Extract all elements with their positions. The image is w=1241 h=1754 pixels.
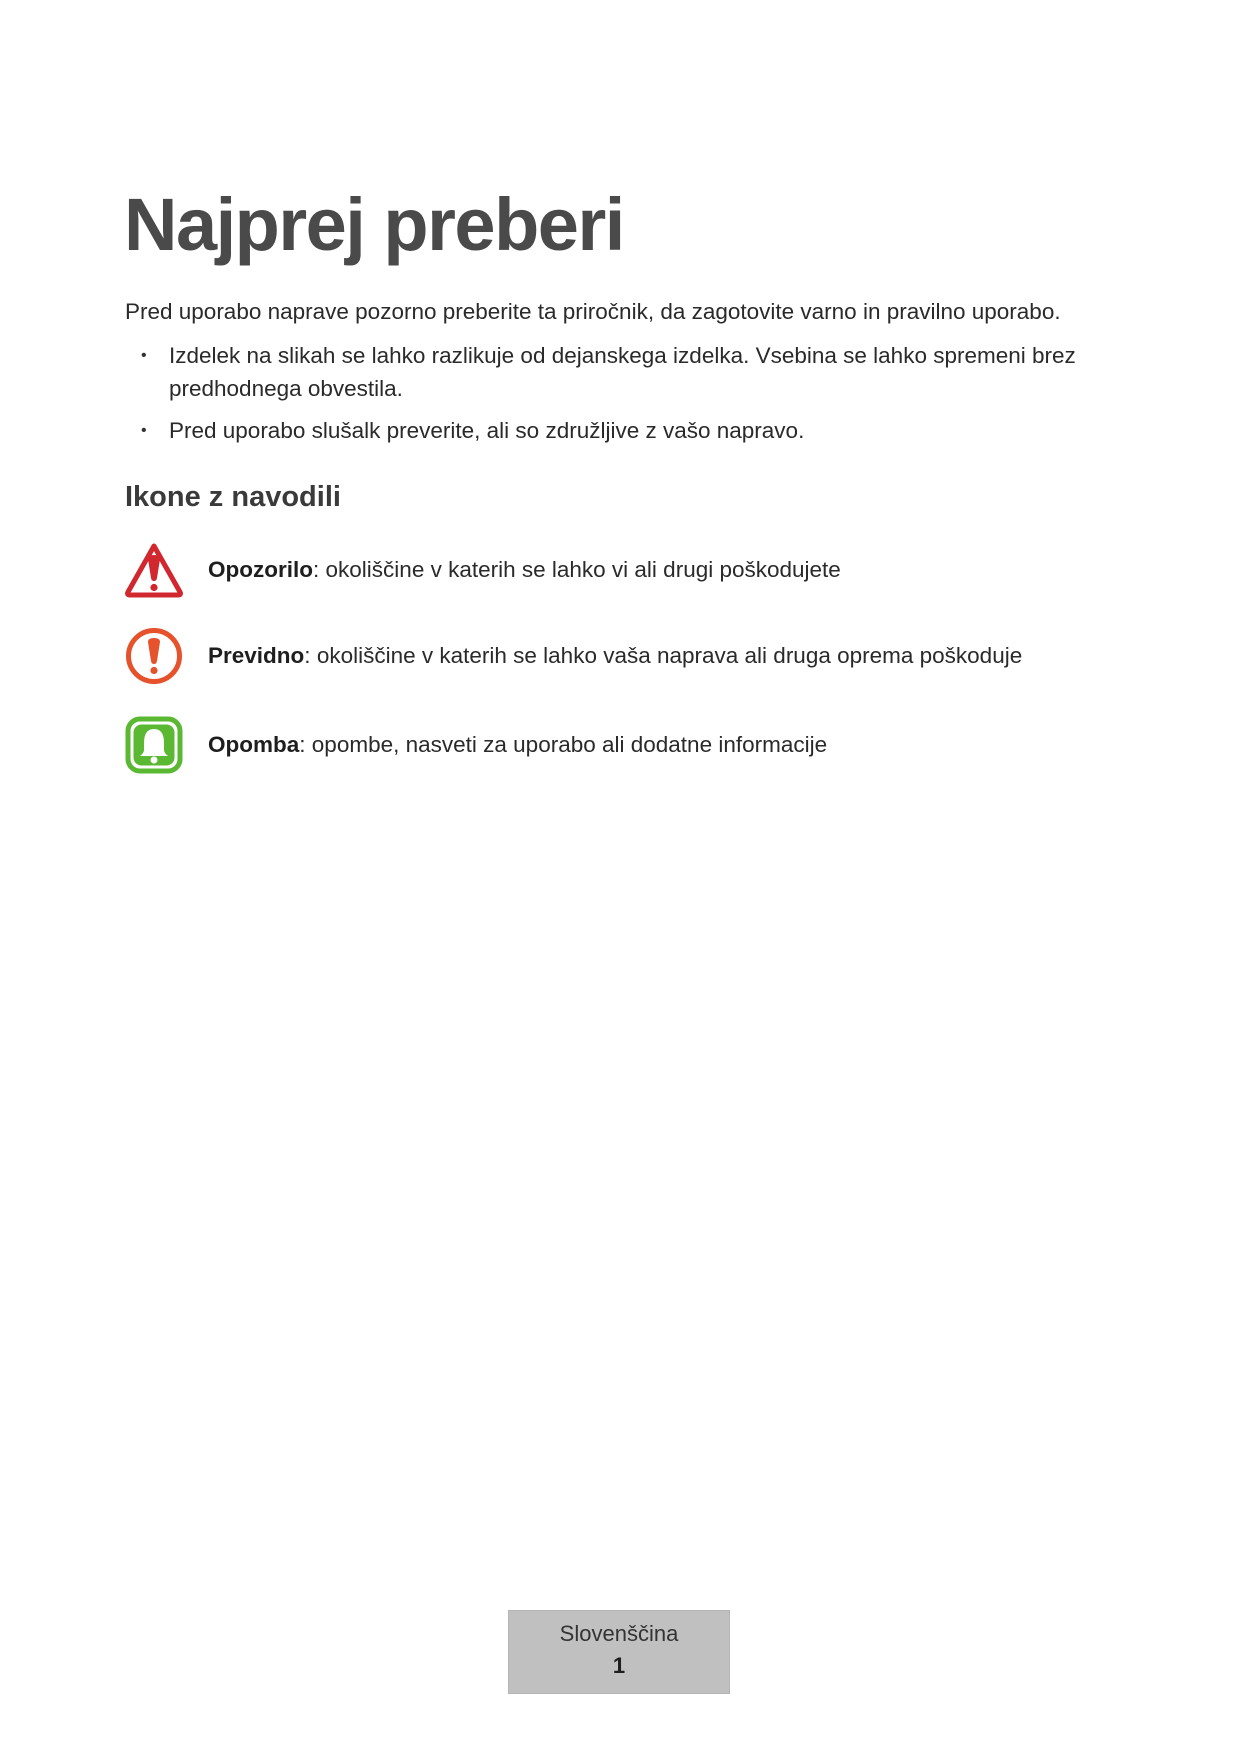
warning-triangle-icon bbox=[124, 540, 184, 600]
note-text: opombe, nasveti za uporabo ali dodatne informacije bbox=[311, 732, 828, 757]
warning-separator: : bbox=[313, 557, 320, 582]
caution-term: Previdno bbox=[208, 643, 305, 668]
bullet-text: Izdelek na slikah se lahko razlikuje od dejanskega izdelka. Vsebina se lahko spremeni brez predhodnega obvestila. bbox=[169, 343, 1076, 401]
page-footer bbox=[508, 1610, 730, 1694]
caution-separator: : bbox=[304, 643, 311, 668]
bullet-dot: • bbox=[141, 422, 147, 439]
note-term: Opomba bbox=[208, 732, 300, 757]
list-item bbox=[125, 414, 1085, 447]
intro-paragraph: Pred uporabo naprave pozorno preberite ta priročnik, da zagotovite varno in pravilno uporabo. bbox=[125, 299, 1061, 324]
warning-term: Opozorilo bbox=[208, 557, 313, 582]
page-title: Najprej preberi bbox=[124, 183, 624, 266]
bullet-text: Pred uporabo slušalk preverite, ali so združljive z vašo napravo. bbox=[169, 418, 805, 443]
section-heading: Ikone z navodili bbox=[125, 481, 341, 513]
caution-circle-icon bbox=[124, 626, 184, 686]
list-item bbox=[125, 339, 1085, 405]
bullet-dot: • bbox=[141, 347, 147, 364]
bullet-list bbox=[125, 339, 1085, 456]
caution-text: okoliščine v katerih se lahko vaša naprava ali druga oprema poškoduje bbox=[316, 643, 1023, 668]
note-separator: : bbox=[299, 732, 306, 757]
footer-language: Slovenščina bbox=[559, 1621, 679, 1646]
warning-text: okoliščine v katerih se lahko vi ali drugi poškodujete bbox=[325, 557, 841, 582]
note-bell-icon bbox=[124, 715, 184, 775]
note-description bbox=[208, 732, 827, 758]
caution-description bbox=[208, 643, 1022, 669]
icon-row-caution bbox=[124, 626, 1022, 686]
page-number: 1 bbox=[612, 1653, 626, 1678]
icon-row-warning bbox=[124, 540, 841, 600]
warning-description bbox=[208, 557, 841, 583]
icon-row-note bbox=[124, 715, 827, 775]
